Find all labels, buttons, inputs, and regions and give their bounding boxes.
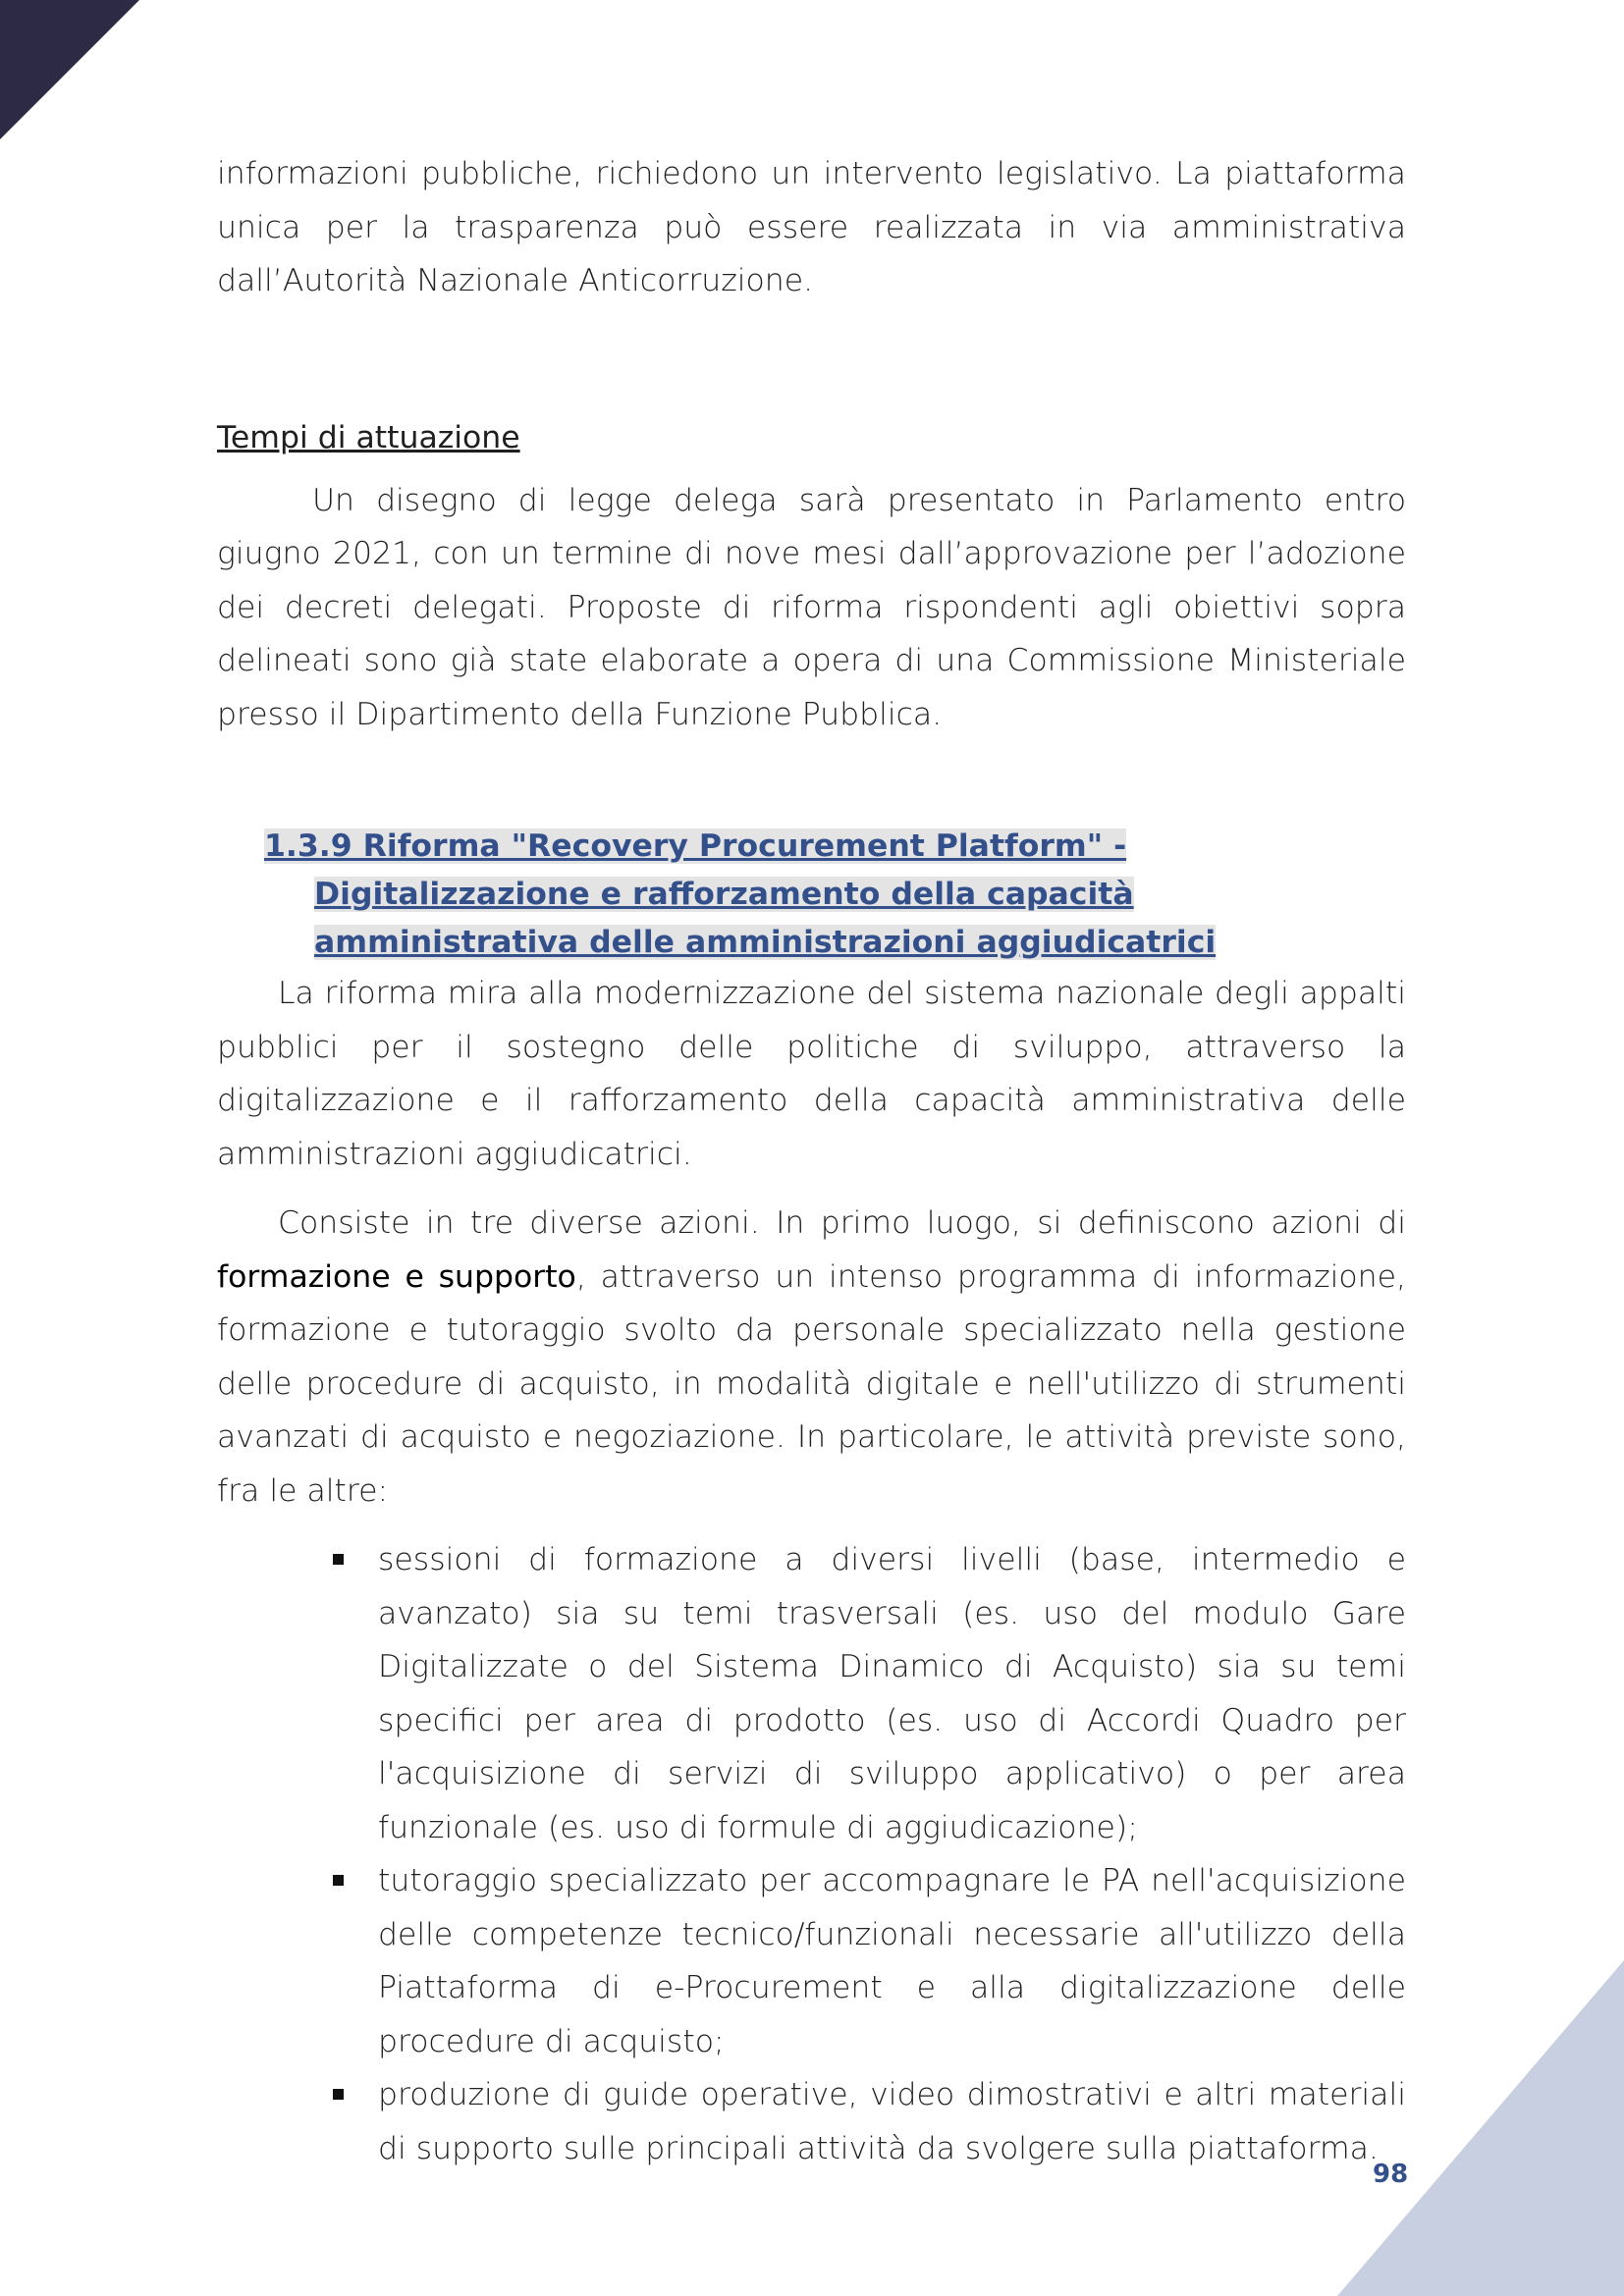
intro-paragraph: informazioni pubbliche, richiedono un intervento legislativo. La piattaforma unica per la trasparenza può essere realizzata in via amministrativa dall’Autorità Nazionale Anticorruzione. <box>217 156 1406 298</box>
list-item-text: sessioni di formazione a diversi livelli (base, intermedio e avanzato) sia su temi trasversali (es. uso del modulo Gare Digitalizzate o del Sistema Dinamico di Acquisto) sia su temi specifici per area di prodotto (es. uso di Accordi Quadro per l'acquisizione di servizi di sviluppo applicativo) o per area funzionale (es. uso di formule di aggiudicazione); <box>378 1542 1406 1845</box>
actions-paragraph-end: , attraverso un intenso programma di informazione, formazione e tutoraggio svolto da personale specializzato nella gestione delle procedure di acquisto, in modalità digitale e nell'utilizzo di strumenti avanzati di acquisto e negoziazione. In particolare, le attività previste sono, fra le altre: <box>217 1258 1406 1509</box>
list-item <box>378 1533 1406 1854</box>
timing-paragraph: Un disegno di legge delega sarà presentato in Parlamento entro giugno 2021, con un termine di nove mesi dall’approvazione per l’adozione dei decreti delegati. Proposte di riforma rispondenti agli obiettivi sopra delineati sono già state elaborate a opera di una Commissione Ministeriale presso il Dipartimento della Funzione Pubblica. <box>217 482 1406 732</box>
list-item-text: tutoraggio specializzato per accompagnare le PA nell'acquisizione delle competenze tecnico/funzionali necessarie all'utilizzo della Piattaforma di e-Procurement e alla digitalizzazione delle procedure di acquisto; <box>378 1863 1406 2059</box>
bullet-square-icon <box>333 2089 344 2100</box>
page-number: 98 <box>1373 2160 1409 2189</box>
actions-paragraph-emphasis: formazione e supporto <box>217 1258 576 1295</box>
actions-paragraph <box>217 1197 1406 1518</box>
bullet-square-icon <box>333 1554 344 1565</box>
actions-paragraph-start: Consiste in tre diverse azioni. In primo luogo, si definiscono azioni di <box>278 1205 1406 1241</box>
activities-list <box>217 1533 1406 2175</box>
list-item-text: produzione di guide operative, video dimostrativi e altri materiali di supporto sulle principali attività da svolgere sulla piattaforma. <box>378 2077 1406 2166</box>
page-content <box>217 147 1406 2175</box>
list-item <box>378 2068 1406 2175</box>
bullet-square-icon <box>333 1875 344 1886</box>
section-heading-text: 1.3.9 Riforma "Recovery Procurement Platform" - Digitalizzazione e rafforzamento della capacità amministrativa delle amministrazioni aggiudicatrici <box>264 828 1217 960</box>
reform-paragraph: La riforma mira alla modernizzazione del sistema nazionale degli appalti pubblici per il sostegno delle politiche di sviluppo, attraverso la digitalizzazione e il rafforzamento della capacità amministrativa delle amministrazioni aggiudicatrici. <box>217 976 1406 1172</box>
section-heading <box>264 823 1406 967</box>
corner-decoration-top-left <box>0 0 139 139</box>
list-item <box>378 1854 1406 2068</box>
subheading-tempi-di-attuazione: Tempi di attuazione <box>217 419 520 455</box>
